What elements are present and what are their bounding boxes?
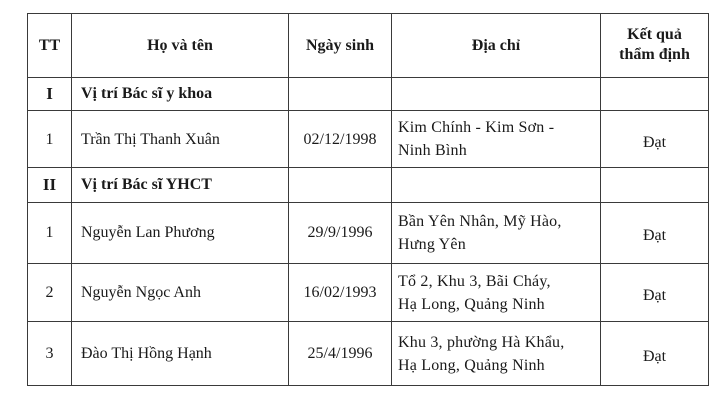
row-result: Đạt xyxy=(601,322,709,386)
row-address-line2: Hạ Long, Quảng Ninh xyxy=(398,356,545,374)
empty-cell xyxy=(392,167,601,202)
candidate-table xyxy=(27,13,709,386)
section-numeral: I xyxy=(28,77,72,111)
row-name: Nguyễn Lan Phương xyxy=(72,202,289,263)
header-address: Địa chỉ xyxy=(392,14,601,78)
row-number: 1 xyxy=(28,111,72,167)
section-row-2 xyxy=(28,167,709,202)
row-number: 3 xyxy=(28,322,72,386)
row-name: Trần Thị Thanh Xuân xyxy=(72,111,289,167)
section-numeral: II xyxy=(28,167,72,202)
empty-cell xyxy=(601,167,709,202)
header-tt: TT xyxy=(28,14,72,78)
row-address-line1: Bần Yên Nhân, Mỹ Hào, xyxy=(398,212,562,230)
row-dob: 29/9/1996 xyxy=(289,202,392,263)
row-number: 2 xyxy=(28,264,72,322)
empty-cell xyxy=(289,167,392,202)
empty-cell xyxy=(392,77,601,111)
table-row xyxy=(28,111,709,167)
row-address xyxy=(392,111,601,167)
row-address xyxy=(392,264,601,322)
section-title: Vị trí Bác sĩ YHCT xyxy=(72,167,289,202)
row-address-line1: Khu 3, phường Hà Khẩu, xyxy=(398,333,565,351)
header-name: Họ và tên xyxy=(72,14,289,78)
row-result: Đạt xyxy=(601,202,709,263)
header-result-line1: Kết quả xyxy=(627,26,682,44)
table-row xyxy=(28,264,709,322)
row-address xyxy=(392,202,601,263)
header-result-line2: thẩm định xyxy=(619,46,690,64)
section-row-1 xyxy=(28,77,709,111)
row-number: 1 xyxy=(28,202,72,263)
row-name: Nguyễn Ngọc Anh xyxy=(72,264,289,322)
row-address-line2: Hưng Yên xyxy=(398,235,466,253)
table-row xyxy=(28,202,709,263)
row-address-line2: Hạ Long, Quảng Ninh xyxy=(398,295,545,313)
row-result: Đạt xyxy=(601,111,709,167)
row-address-line2: Ninh Bình xyxy=(398,142,467,160)
section-title: Vị trí Bác sĩ y khoa xyxy=(72,77,289,111)
row-result: Đạt xyxy=(601,264,709,322)
row-address-line1: Tổ 2, Khu 3, Bãi Cháy, xyxy=(398,272,551,290)
row-dob: 02/12/1998 xyxy=(289,111,392,167)
header-dob: Ngày sinh xyxy=(289,14,392,78)
row-dob: 25/4/1996 xyxy=(289,322,392,386)
table-row xyxy=(28,322,709,386)
empty-cell xyxy=(289,77,392,111)
header-row xyxy=(28,14,709,78)
row-name: Đào Thị Hồng Hạnh xyxy=(72,322,289,386)
row-address-line1: Kim Chính - Kim Sơn - xyxy=(398,119,555,137)
row-address xyxy=(392,322,601,386)
empty-cell xyxy=(601,77,709,111)
header-result xyxy=(601,14,709,78)
row-dob: 16/02/1993 xyxy=(289,264,392,322)
